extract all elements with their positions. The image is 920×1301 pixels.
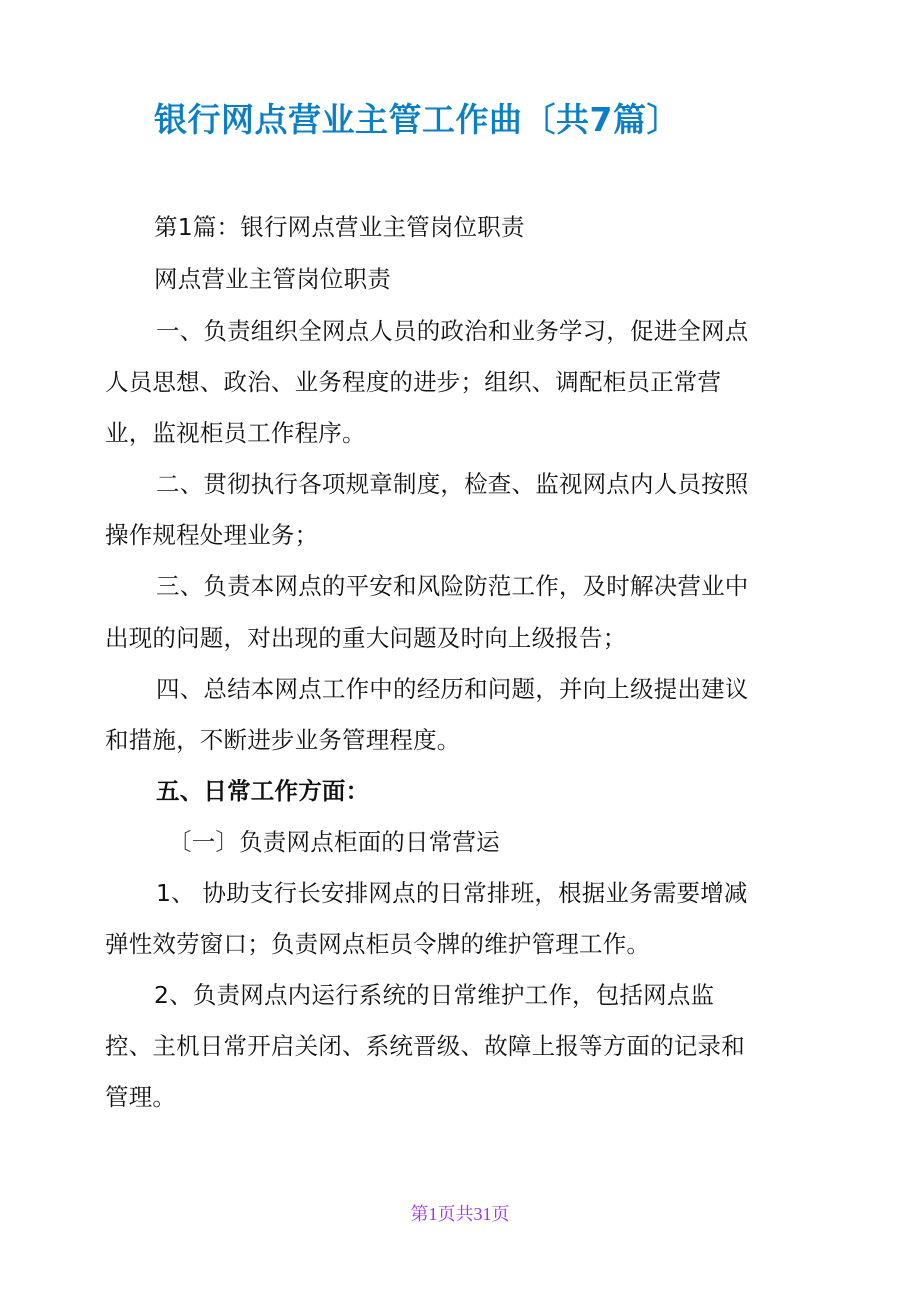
page-number-footer: 第1页共31页 [410,1204,510,1224]
paragraph-line: 管理。 [105,1083,177,1111]
paragraph-line: 和措施，不断进步业务管理程度。 [105,726,461,754]
paragraph-line: 出现的问题，对出现的重大问题及时向上级报告； [105,624,627,652]
paragraph-line: 三、负责本网点的平安和风险防范工作，及时解决营业中 [156,572,749,600]
paragraph-line: 第1篇：银行网点营业主管岗位职责 [154,213,525,241]
paragraph-line: 2、负责网点内运行系统的日常维护工作，包括网点监 [154,981,715,1009]
paragraph-line: 操作规程处理业务； [105,521,319,549]
paragraph-line: 控、主机日常开启关闭、系统晋级、故障上报等方面的记录和 [105,1032,745,1060]
paragraph-line: 弹性效劳窗口；负责网点柜员令牌的维护管理工作。 [105,930,651,958]
paragraph-line: 五、日常工作方面： [156,777,370,805]
paragraph-line: 〔一〕负责网点柜面的日常营运 [168,828,500,856]
paragraph-line: 网点营业主管岗位职责 [154,265,391,293]
paragraph-line: 1、 协助支行长安排网点的日常排班，根据业务需要增减 [156,879,748,907]
paragraph-line: 一、负责组织全网点人员的政治和业务学习，促进全网点 [156,317,749,345]
paragraph-line: 业，监视柜员工作程序。 [105,419,366,447]
paragraph-line: 四、总结本网点工作中的经历和问题，并向上级提出建议 [156,675,749,703]
paragraph-line: 人员思想、政治、业务程度的进步；组织、调配柜员正常营 [105,368,722,396]
paragraph-line: 二、贯彻执行各项规章制度，检查、监视网点内人员按照 [156,470,749,498]
page-title: 银行网点营业主管工作曲〔共7篇〕 [154,100,680,139]
